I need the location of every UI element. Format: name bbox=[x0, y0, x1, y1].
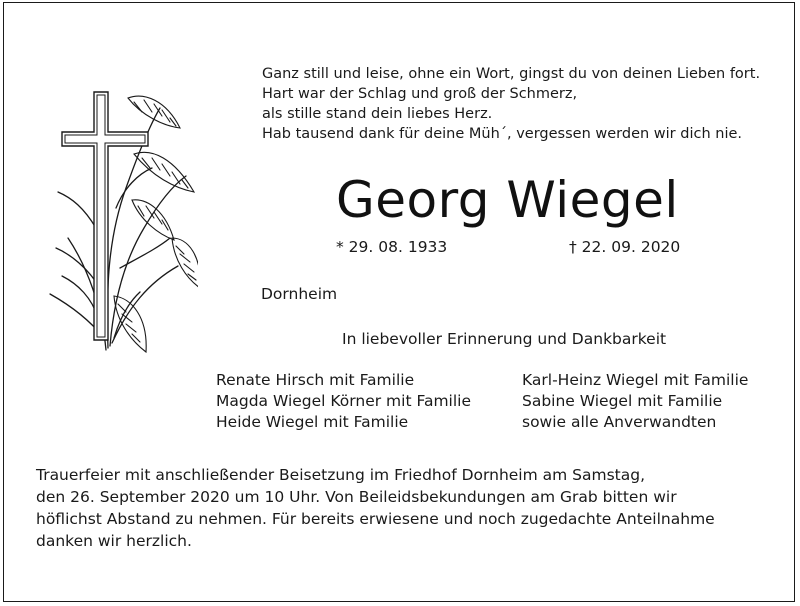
service-line: danken wir herzlich. bbox=[36, 532, 192, 550]
poem-line: Hab tausend dank für deine Müh´, vergessen werden wir dich nie. bbox=[262, 126, 743, 142]
mourner-item: Magda Wiegel Körner mit Familie bbox=[216, 392, 472, 410]
poem bbox=[262, 64, 760, 144]
service-line: den 26. September 2020 um 10 Uhr. Von Beileidsbekundungen am Grab bitten wir bbox=[36, 488, 677, 506]
mourners-right bbox=[522, 370, 748, 433]
poem-line: Hart war der Schlag und groß der Schmerz, bbox=[262, 86, 578, 102]
mourner-item: sowie alle Anverwandten bbox=[522, 413, 717, 431]
mourner-item: Sabine Wiegel mit Familie bbox=[522, 392, 723, 410]
death-date: † 22. 09. 2020 bbox=[569, 238, 681, 256]
funeral-service-info bbox=[36, 464, 715, 552]
mourner-item: Heide Wiegel mit Familie bbox=[216, 413, 409, 431]
service-line: höflichst Abstand zu nehmen. Für bereits erwiesene und noch zugedachte Anteilnahme bbox=[36, 510, 715, 528]
birth-date: * 29. 08. 1933 bbox=[336, 238, 448, 256]
poem-line: Ganz still und leise, ohne ein Wort, gingst du von deinen Lieben fort. bbox=[262, 66, 761, 82]
mourner-item: Karl-Heinz Wiegel mit Familie bbox=[522, 371, 749, 389]
deceased-name: Georg Wiegel bbox=[336, 171, 679, 229]
dedication: In liebevoller Erinnerung und Dankbarkeit bbox=[342, 330, 667, 348]
mourner-item: Renate Hirsch mit Familie bbox=[216, 371, 415, 389]
cross-with-wheat-icon bbox=[48, 88, 198, 360]
place-name: Dornheim bbox=[261, 285, 338, 303]
service-line: Trauerfeier mit anschließender Beisetzung im Friedhof Dornheim am Samstag, bbox=[36, 466, 646, 484]
poem-line: als stille stand dein liebes Herz. bbox=[262, 106, 493, 122]
mourners-left bbox=[216, 370, 471, 433]
